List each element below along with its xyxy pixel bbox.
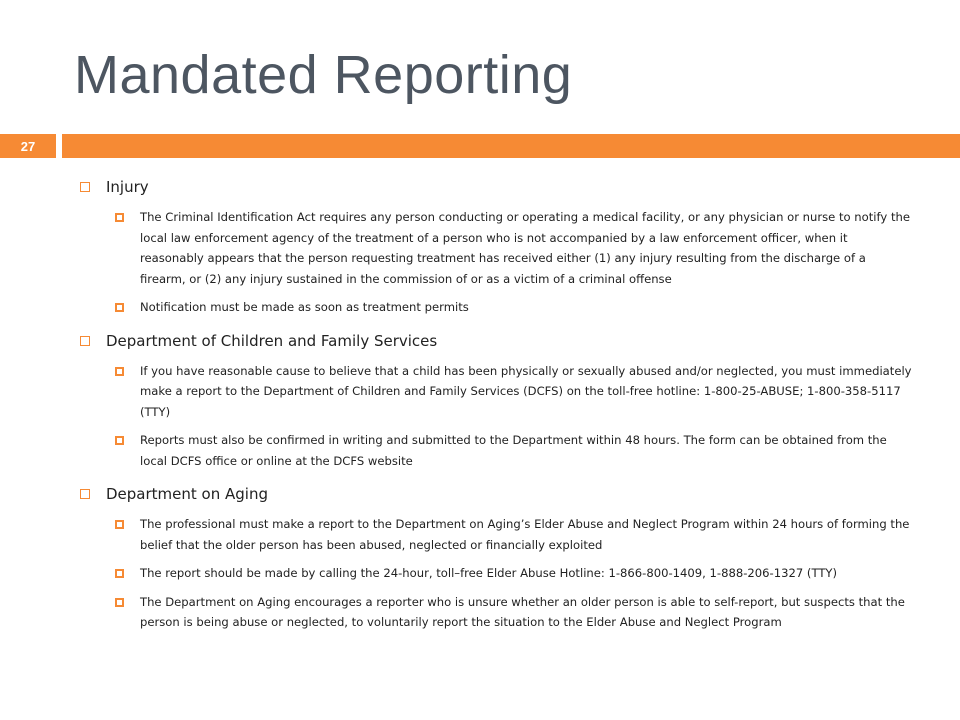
bullet-item	[115, 592, 912, 633]
bullet-item	[115, 514, 912, 555]
section-heading	[78, 485, 912, 503]
bullet-item	[115, 563, 912, 584]
square-bullet-icon	[115, 598, 124, 607]
bullet-text: Notification must be made as soon as treatment permits	[140, 300, 469, 314]
box-bullet-icon	[80, 489, 90, 499]
bullet-text: The professional must make a report to the Department on Aging’s Elder Abuse and Neglect Program within 24 hours of forming the belief that the older person has been abused, neglected or financially exploited	[140, 517, 910, 552]
bullet-item	[115, 430, 912, 471]
box-bullet-icon	[80, 336, 90, 346]
bullet-text: Reports must also be confirmed in writing and submitted to the Department within 48 hours. The form can be obtained from the local DCFS office or online at the DCFS website	[140, 433, 887, 468]
page-number: 27	[0, 134, 56, 158]
slide-content	[78, 178, 912, 647]
box-bullet-icon	[80, 182, 90, 192]
bullet-text: If you have reasonable cause to believe that a child has been physically or sexually abused and/or neglected, you must immediately make a report to the Department of Children and Family Services (DCFS) on the toll-free hotline: 1-800-25-ABUSE; 1-800-358-5117 (TTY)	[140, 363, 912, 419]
square-bullet-icon	[115, 303, 124, 312]
section-heading-text: Department of Children and Family Services	[106, 331, 438, 350]
square-bullet-icon	[115, 367, 124, 376]
square-bullet-icon	[115, 436, 124, 445]
bullet-item	[115, 297, 912, 318]
section-heading	[78, 332, 912, 350]
section-dcfs	[78, 332, 912, 472]
section-injury	[78, 178, 912, 318]
section-heading	[78, 178, 912, 196]
bullet-text: The report should be made by calling the 24-hour, toll–free Elder Abuse Hotline: 1-866-800-1409, 1-888-206-1327 (TTY)	[140, 566, 838, 580]
section-aging	[78, 485, 912, 633]
square-bullet-icon	[115, 520, 124, 529]
section-heading-text: Injury	[106, 178, 149, 196]
bullet-text: The Department on Aging encourages a reporter who is unsure whether an older person is able to self-report, but suspects that the person is being abuse or neglected, to voluntarily report the situation to the Elder Abuse and Neglect Program	[140, 594, 905, 629]
square-bullet-icon	[115, 213, 124, 222]
square-bullet-icon	[115, 569, 124, 578]
section-heading-text: Department on Aging	[106, 485, 268, 503]
accent-bar	[62, 134, 960, 158]
slide-title: Mandated Reporting	[74, 45, 573, 105]
bullet-text: The Criminal Identification Act requires any person conducting or operating a medical facility, or any physician or nurse to notify the local law enforcement agency of the treatment of a person who is not accompanied by a law enforcement officer, when it reasonably appears that the person requesting treatment has received either (1) any injury resulting from the discharge of a firearm, or (2) any injury sustained in the commission of or as a victim of a criminal offense	[140, 210, 910, 286]
bullet-item	[115, 361, 912, 423]
bullet-item	[115, 207, 912, 289]
